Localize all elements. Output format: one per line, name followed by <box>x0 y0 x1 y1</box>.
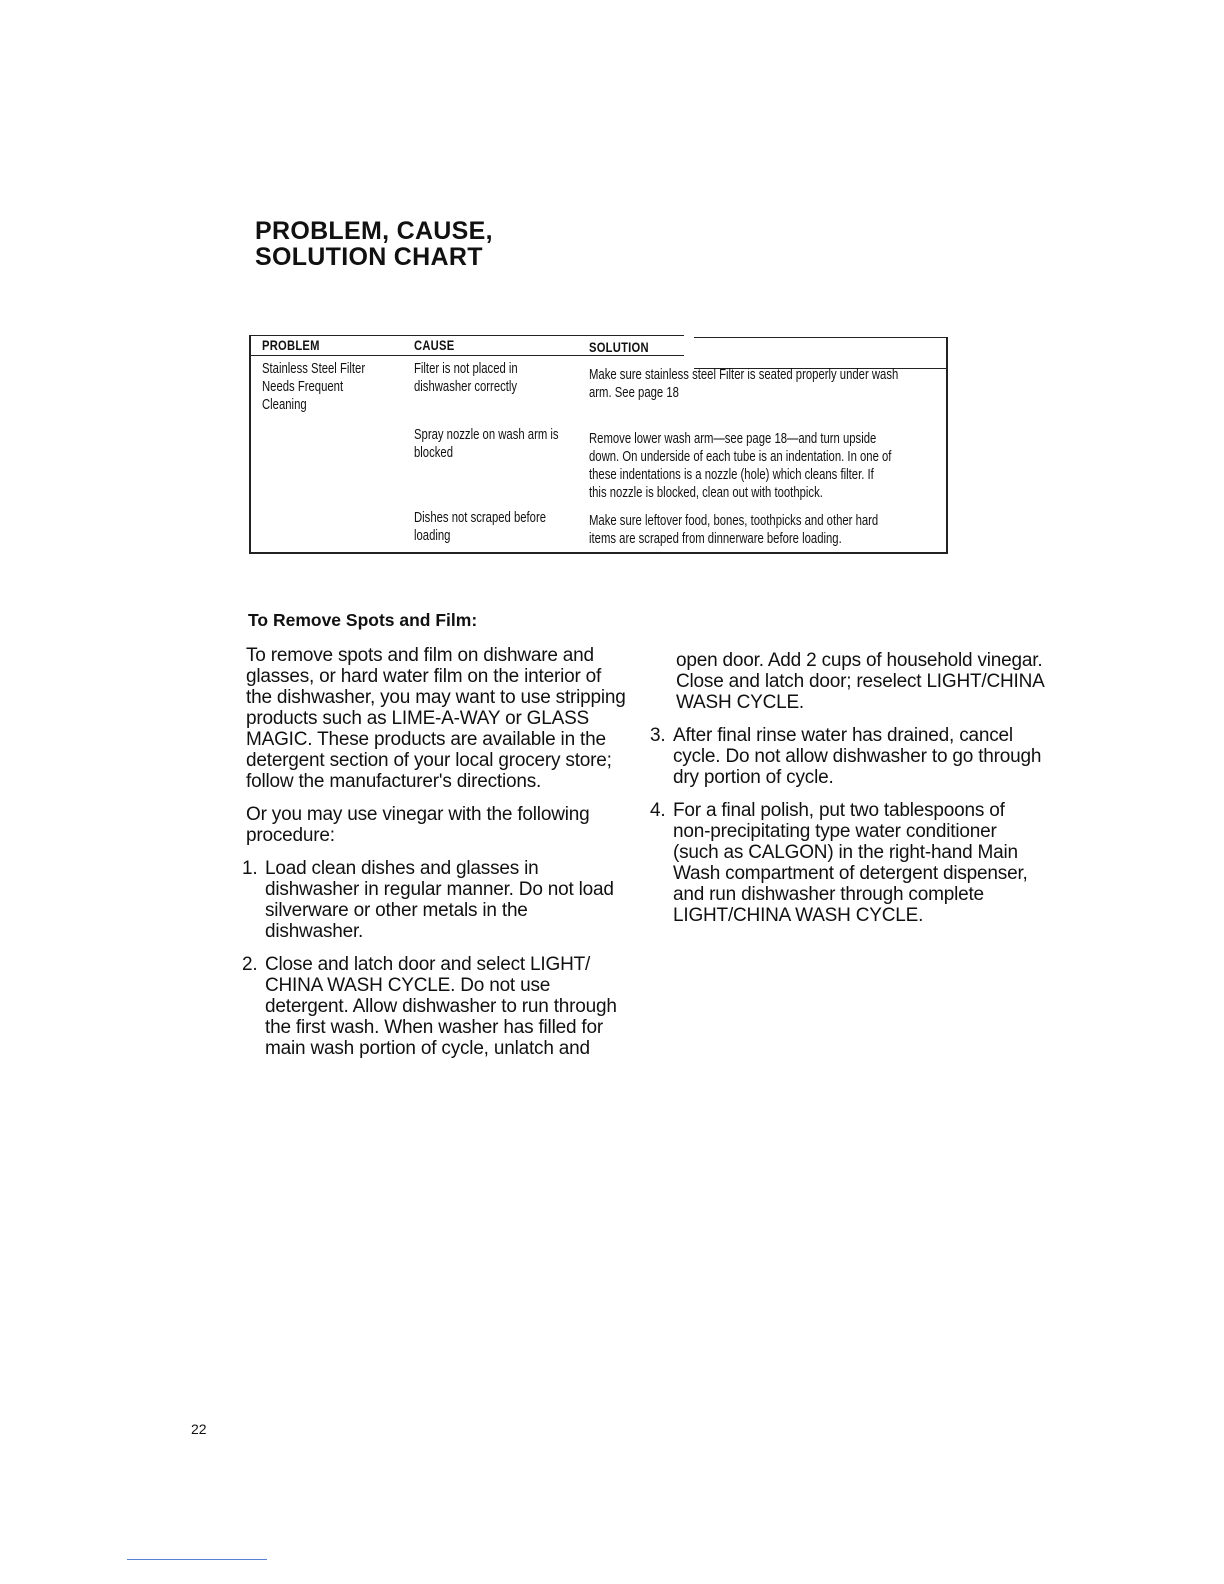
cause-cell-1 <box>414 360 518 396</box>
page-number: 22 <box>191 1421 207 1437</box>
step-item <box>650 725 1044 788</box>
cause-cell-2 <box>414 426 559 462</box>
cause-line: dishwasher correctly <box>414 379 518 395</box>
cause-line: blocked <box>414 445 453 461</box>
problem-line: Needs Frequent <box>262 379 344 395</box>
solution-cell-2 <box>589 430 891 502</box>
cause-line: Filter is not placed in <box>414 361 518 377</box>
step-number: 2. <box>242 954 258 975</box>
solution-cell-1 <box>589 366 898 402</box>
step-number: 3. <box>650 725 666 746</box>
cause-line: Dishes not scraped before <box>414 510 547 526</box>
step-text: After final rinse water has drained, cancel cycle. Do not allow dishwasher to go through dry portion of cycle. <box>673 725 1042 788</box>
chart-header-rule <box>249 355 684 356</box>
step-text: Close and latch door and select LIGHT/ CHINA WASH CYCLE. Do not use detergent. Allow dishwasher to run through the first wash. When washer has filled for main wash portion of cycle, unlatch and <box>265 954 617 1059</box>
step-item <box>242 858 626 942</box>
chart-bottom-border <box>249 552 948 554</box>
solution-line: this nozzle is blocked, clean out with toothpick. <box>589 485 823 501</box>
cause-line: Spray nozzle on wash arm is <box>414 427 559 443</box>
step-text: open door. Add 2 cups of household vinegar. Close and latch door; reselect LIGHT/CHINA WASH CYCLE. <box>676 650 1044 713</box>
solution-line: these indentations is a nozzle (hole) which cleans filter. If <box>589 467 874 483</box>
vinegar-paragraph: Or you may use vinegar with the following procedure: <box>246 804 590 846</box>
step-number: 1. <box>242 858 258 879</box>
solution-line: arm. See page 18 <box>589 385 679 401</box>
solution-line: down. On underside of each tube is an indentation. In one of <box>589 449 892 465</box>
chart-top-border <box>249 335 684 336</box>
problem-line: Stainless Steel Filter <box>262 361 366 377</box>
cause-cell-3 <box>414 509 546 545</box>
header-cause: CAUSE <box>414 337 455 353</box>
chart-right-border <box>946 337 948 554</box>
left-column <box>242 645 626 1071</box>
footer-rule <box>127 1559 267 1560</box>
cause-line: loading <box>414 528 451 544</box>
solution-cell-3 <box>589 512 878 548</box>
problem-line: Cleaning <box>262 397 307 413</box>
right-column <box>650 650 1044 938</box>
step-item <box>242 954 626 1059</box>
chart-left-border <box>249 335 251 554</box>
step-item <box>650 800 1044 926</box>
solution-line: Make sure stainless steel Filter is seated properly under wash <box>589 367 899 383</box>
problem-cause-solution-chart <box>249 335 948 554</box>
header-solution: SOLUTION <box>589 339 649 355</box>
step-number: 4. <box>650 800 666 821</box>
problem-cell <box>262 360 365 414</box>
step-text: For a final polish, put two tablespoons of non-precipitating type water conditioner (such as CALGON) in the right-hand Main Wash compartment of detergent dispenser, and run dishwasher through complete LIGHT/CHINA WASH CYCLE. <box>673 800 1028 926</box>
page-title <box>255 218 493 270</box>
solution-line: Remove lower wash arm—see page 18—and turn upside <box>589 431 877 447</box>
solution-line: Make sure leftover food, bones, toothpicks and other hard <box>589 513 879 529</box>
header-problem: PROBLEM <box>262 337 320 353</box>
section-heading: To Remove Spots and Film: <box>248 610 478 630</box>
page-title-line-2: SOLUTION CHART <box>255 243 483 271</box>
intro-paragraph: To remove spots and film on dishware and glasses, or hard water film on the interior of the dishwasher, you may want to use stripping products such as LIME-A-WAY or GLASS MAGIC. These products are available in the detergent section of your local grocery store; follow the manufacturer's directions. <box>246 645 626 792</box>
solution-line: items are scraped from dinnerware before loading. <box>589 531 842 547</box>
chart-top-border-right <box>694 337 948 338</box>
step-text: Load clean dishes and glasses in dishwasher in regular manner. Do not load silverware or other metals in the dishwasher. <box>265 858 614 942</box>
page-title-line-1: PROBLEM, CAUSE, <box>255 217 493 245</box>
step-item-continued <box>654 650 1044 713</box>
